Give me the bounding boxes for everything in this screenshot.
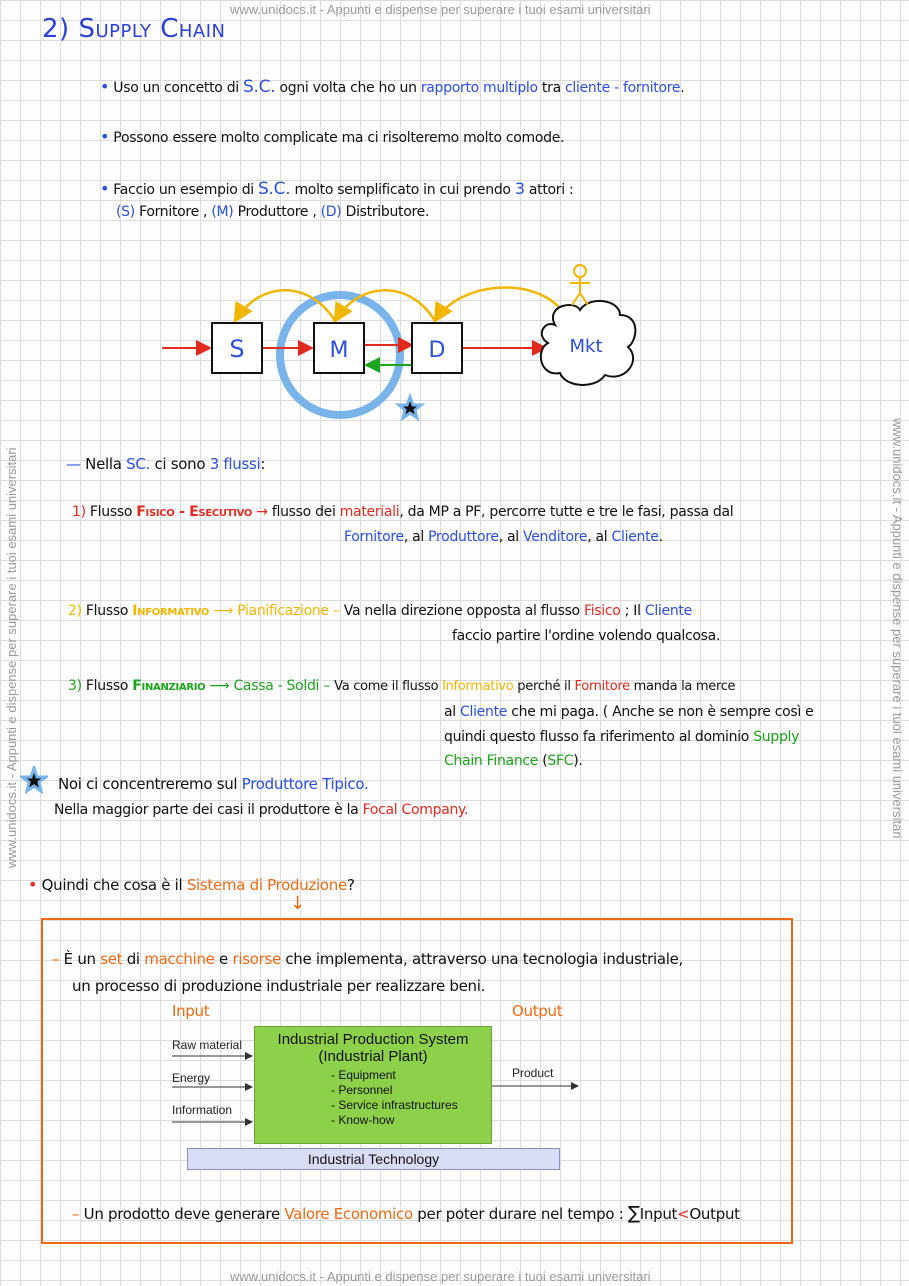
value-line: – Un prodotto deve generare Valore Economico per poter durare nel tempo : ∑Input<Output <box>72 1203 740 1224</box>
dash: – <box>52 950 60 968</box>
flow-3-line-2: al Cliente che mi paga. ( Anche se non è sempre così e <box>444 704 814 720</box>
flows-header: — Nella SC. ci sono 3 flussi: <box>66 455 266 473</box>
output-label: Output <box>512 1002 563 1020</box>
info-flow-arrow-mkt-d <box>435 287 565 321</box>
output-item: Product <box>512 1066 554 1080</box>
flow-2-line-2: faccio partire l'ordine volendo qualcosa. <box>452 628 721 644</box>
flow-2-line-1: 2) Flusso Informativo ⟶ Pianificazione – Va nella direzione opposta al flusso Fisico ; Il Cliente <box>68 603 692 619</box>
industrial-technology-bar: Industrial Technology <box>187 1148 560 1170</box>
star-icon <box>20 766 48 794</box>
ips-component: - Service infrastructures <box>331 1098 458 1112</box>
focus-line-2: Nella maggior parte dei casi il produttore è la Focal Company. <box>54 802 469 818</box>
node-label-mkt: Mkt <box>569 336 603 357</box>
ips-component: - Know-how <box>331 1113 395 1127</box>
bullet-dot: • <box>100 77 110 96</box>
ips-component: - Equipment <box>331 1068 396 1082</box>
input-item: Energy <box>172 1071 211 1085</box>
question-line: • Quindi che cosa è il Sistema di Produzione? <box>28 875 355 894</box>
input-label: Input <box>172 1002 210 1020</box>
intro-bullet-1: • Uso un concetto di S.C. ogni volta che ho un rapporto multiplo tra cliente - fornitore. <box>100 77 685 97</box>
bullet-dot: • <box>100 127 110 146</box>
input-item: Information <box>172 1103 233 1117</box>
star-icon <box>399 397 421 418</box>
watermark-right: www.unidocs.it - Appunti e dispense per superare i tuoi esami universitari <box>890 418 905 839</box>
flow-3-line-4: Chain Finance (SFC). <box>444 753 583 769</box>
dash: – <box>72 1205 80 1223</box>
intro-bullet-3: • Faccio un esempio di S.C. molto semplificato in cui prendo 3 attori : <box>100 179 574 199</box>
bullet-dot: • <box>28 875 38 894</box>
flow-1-line-1: 1) Flusso Fisico - Esecutivo → flusso dei materiali, da MP a PF, percorre tutte e tre le fasi, passa dal <box>72 504 734 520</box>
down-arrow-icon: ↓ <box>290 893 306 914</box>
watermark-left: www.unidocs.it - Appunti e dispense per superare i tuoi esami universitari <box>4 447 19 868</box>
node-label-d: D <box>428 338 446 363</box>
focus-line-1: Noi ci concentreremo sul Produttore Tipico. <box>58 775 369 793</box>
watermark-top: www.unidocs.it - Appunti e dispense per superare i tuoi esami universitari <box>230 2 651 17</box>
dash: — <box>66 455 81 473</box>
supply-chain-diagram <box>150 255 650 435</box>
flow-3-line-1: 3) Flusso Finanziario ⟶ Cassa - Soldi – Va come il flusso Informativo perché il Fornitore manda la merce <box>68 678 736 694</box>
definition-line-2: un processo di produzione industriale per realizzare beni. <box>72 977 486 995</box>
ips-box-subtitle: (Industrial Plant) <box>318 1048 428 1065</box>
node-label-s: S <box>229 335 245 363</box>
watermark-bottom: www.unidocs.it - Appunti e dispense per superare i tuoi esami universitari <box>230 1269 651 1284</box>
actors-line: (S) Fornitore , (M) Produttore , (D) Distributore. <box>116 204 430 220</box>
definition-line-1: – È un set di macchine e risorse che implementa, attraverso una tecnologia industriale, <box>52 950 684 968</box>
input-item: Raw material <box>172 1038 243 1052</box>
intro-bullet-2: • Possono essere molto complicate ma ci risolteremo molto comode. <box>100 127 565 146</box>
flow-3-line-3: quindi questo flusso fa riferimento al dominio Supply <box>444 729 800 745</box>
ips-component: - Personnel <box>331 1083 393 1097</box>
ips-box <box>254 1026 492 1144</box>
node-label-m: M <box>329 338 349 363</box>
page-title: 2) Supply Chain <box>42 14 226 44</box>
customer-figure-icon <box>570 265 590 305</box>
flow-1-line-2: Fornitore, al Produttore, al Venditore, al Cliente. <box>344 529 663 545</box>
ips-box-title: Industrial Production System <box>277 1031 469 1048</box>
bullet-dot: • <box>100 179 110 198</box>
